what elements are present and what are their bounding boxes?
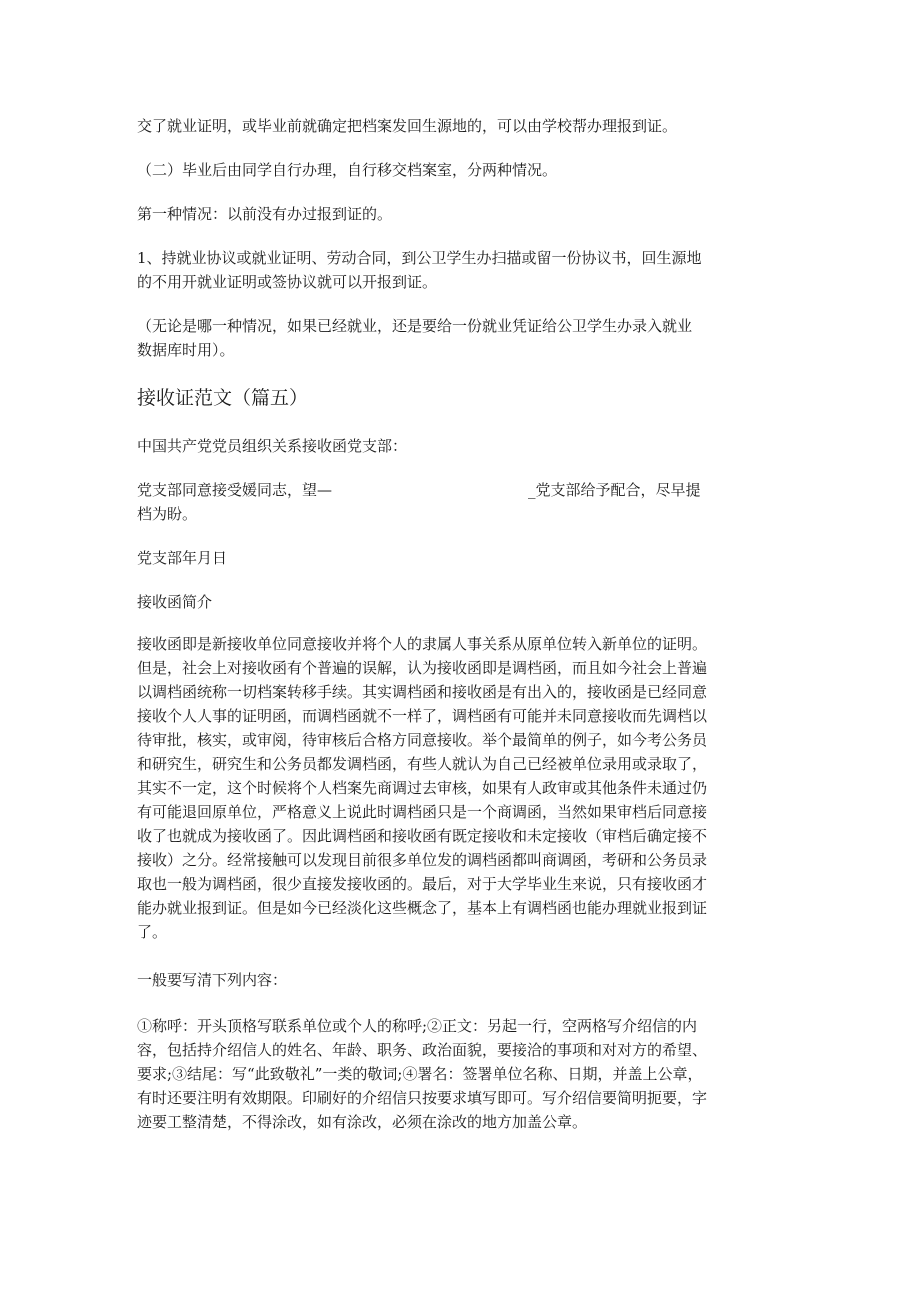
text-line: 取也一般为调档函，很少直接发接收函的。最后，对于大学毕业生来说，只有接收函才: [137, 875, 708, 893]
text-line: 接收）之分。经常接触可以发现目前很多单位发的调档函都叫商调函，考研和公务员录: [137, 851, 708, 869]
text-line: 了。: [137, 923, 168, 941]
paragraph-self-handling: （二）毕业后由同学自行办理，自行移交档案室，分两种情况。: [137, 161, 558, 179]
text-line: 有时还要注明有效期限。印刷好的介绍信只按要求填写即可。写介绍信要简明扼要，字: [137, 1089, 708, 1107]
text-line: ①称呼：开头顶格写联系单位或个人的称呼;②正文：另起一行，空两格写介绍信的内: [137, 1017, 698, 1035]
text-line: 迹要工整清楚，不得涂改，如有涂改，必须在涂改的地方加盖公章。: [137, 1113, 588, 1131]
paragraph-employment-voucher: [137, 314, 797, 362]
paragraph-employment-agreement: [137, 246, 797, 294]
text-line: [137, 478, 797, 502]
text-line: 和研究生，研究生和公务员都发调档函，有些人就认为自己已经被单位录用或录取了，: [137, 755, 708, 773]
text-line: 要求;③结尾：写“此致敬礼”一类的敬词;④署名：签署单位名称、日期，并盖上公章，: [137, 1065, 703, 1083]
text-line: 收了也就成为接收函了。因此调档函和接收函有既定接收和未定接收（审档后确定接不: [137, 827, 708, 845]
requirement-heading: 一般要写清下列内容：: [137, 971, 288, 989]
text-line: 能办就业报到证。但是如今已经淡化这些概念了，基本上有调档函也能办理就业报到证: [137, 899, 708, 917]
text-line: 其实不一定，这个时候将个人档案先商调过去审核，如果有人政审或其他条件未通过仍: [137, 779, 708, 797]
text-line: 的不用开就业证明或签协议就可以开报到证。: [137, 273, 438, 291]
text-line: 接收函即是新接收单位同意接收并将个人的隶属人事关系从原单位转入新单位的证明。: [137, 635, 708, 653]
paragraph-graduation-proof: 交了就业证明，或毕业前就确定把档案发回生源地的，可以由学校帮办理报到证。: [137, 117, 678, 135]
text-line: 待审批，核实，或审阅，待审核后合格方同意接收。举个最简单的例子，如今考公务员: [137, 731, 708, 749]
paragraph-first-case: 第一种情况：以前没有办过报到证的。: [137, 205, 393, 223]
section-title: 接收证范文（篇五）: [137, 387, 309, 409]
letter-body: [137, 478, 797, 526]
text-line: 以调档函统称一切档案转移手续。其实调档函和接收函是有出入的，接收函是已经同意: [137, 683, 708, 701]
letter-body-part-a: 党支部同意接受媛同志，望—: [137, 481, 333, 499]
letter-signature: 党支部年月日: [137, 549, 228, 567]
text-line: 档为盼。: [137, 505, 198, 523]
text-line: 有可能退回原单位，严格意义上说此时调档函只是一个商调函，当然如果审档后同意接: [137, 803, 708, 821]
text-line: 数据库时用）。: [137, 341, 235, 359]
intro-body: [137, 632, 797, 944]
text-line: 但是，社会上对接收函有个普遍的误解，认为接收函即是调档函，而且如今社会上普遍: [137, 659, 708, 677]
text-line: 接收个人人事的证明函，而调档函就不一样了，调档函有可能并未同意接收而先调档以: [137, 707, 708, 725]
text-line: 1、持就业协议或就业证明、劳动合同，到公卫学生办扫描或留一份协议书，回生源地: [137, 249, 702, 267]
requirement-body: [137, 1014, 797, 1134]
letter-body-part-b: _党支部给予配合，尽早提: [528, 481, 701, 499]
text-line: 容，包括持介绍信人的姓名、年龄、职务、政治面貌，要接洽的事项和对对方的希望、: [137, 1041, 708, 1059]
text-line: （无论是哪一种情况，如果已经就业，还是要给一份就业凭证给公卫学生办录入就业: [137, 317, 693, 335]
intro-heading: 接收函简介: [137, 593, 213, 611]
letter-addressee: 中国共产党党员组织关系接收函党支部：: [137, 437, 408, 455]
